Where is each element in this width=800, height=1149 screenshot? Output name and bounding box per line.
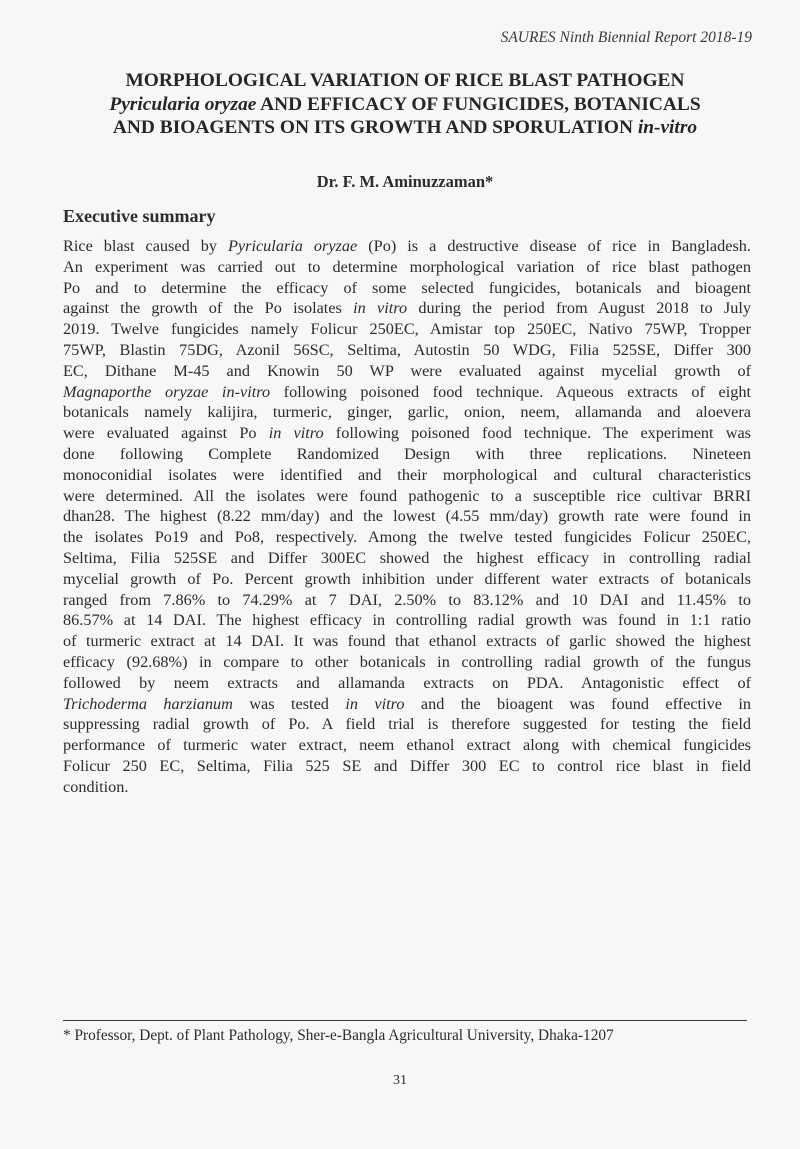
summary-line [63, 236, 751, 257]
title-species-name: Pyricularia oryzae [109, 93, 257, 115]
summary-text: followed by neem extracts and allamanda extracts on PDA. Antagonistic effect of [63, 673, 751, 692]
summary-line [63, 423, 751, 444]
footnote-divider [63, 1020, 747, 1021]
summary-line [63, 465, 751, 486]
title-in-vitro: in-vitro [637, 117, 698, 138]
author-name: Dr. F. M. Aminuzzaman* [316, 172, 494, 191]
summary-text: efficacy (92.68%) in compare to other botanicals in controlling radial growth of the fungus [63, 652, 751, 671]
summary-text: and the bioagent was found effective in [404, 694, 751, 713]
executive-summary-body [63, 236, 751, 798]
summary-line [63, 569, 751, 590]
summary-italic-term: in vitro [345, 694, 405, 713]
summary-line [63, 756, 751, 777]
page-number: 31 [393, 1073, 407, 1088]
summary-italic-term: Pyricularia oryzae [227, 237, 358, 255]
summary-text: An experiment was carried out to determine morphological variation of rice blast pathogen [63, 257, 751, 276]
summary-line [63, 278, 751, 299]
summary-italic-term: in vitro [353, 299, 408, 318]
summary-line [63, 257, 751, 278]
summary-line [63, 361, 751, 382]
summary-line [63, 486, 751, 507]
summary-italic-term: in vitro [268, 424, 324, 443]
summary-text: following poisoned food technique. Aqueous extracts of eight [270, 382, 751, 401]
summary-text: condition. [63, 777, 129, 796]
summary-text: the isolates Po19 and Po8, respectively. Among the twelve tested fungicides Folicur 250EC, [63, 528, 751, 547]
section-heading: Executive summary [63, 206, 216, 226]
summary-line [63, 506, 751, 527]
summary-text: EC, Dithane M-45 and Knowin 50 WP were evaluated against mycelial growth of [63, 361, 751, 380]
summary-line [63, 548, 751, 569]
summary-text: dhan28. The highest (8.22 mm/day) and the lowest (4.55 mm/day) growth rate were found in [63, 507, 751, 526]
summary-line [63, 340, 751, 361]
summary-italic-term: Magnaporthe oryzae in-vitro [63, 382, 271, 401]
summary-text: performance of turmeric water extract, neem ethanol extract along with chemical fungicides [63, 736, 751, 755]
summary-text: following poisoned food technique. The experiment was [323, 424, 752, 443]
running-header: SAURES Ninth Biennial Report 2018-19 [500, 29, 752, 46]
summary-line [63, 714, 751, 735]
summary-line [63, 382, 751, 403]
title-line-2 [50, 93, 760, 117]
summary-line [63, 673, 751, 694]
title-line-2-text: AND EFFICACY OF FUNGICIDES, BOTANICALS [256, 93, 701, 115]
summary-line [63, 527, 751, 548]
summary-line [63, 694, 751, 715]
summary-text: ranged from 7.86% to 74.29% at 7 DAI, 2.50% to 83.12% and 10 DAI and 11.45% to [63, 590, 751, 609]
summary-line [63, 444, 751, 465]
summary-text: mycelial growth of Po. Percent growth inhibition under different water extracts of botanicals [63, 569, 751, 588]
summary-text: botanicals namely kalijira, turmeric, ginger, garlic, onion, neem, allamanda and aloevera [63, 403, 751, 422]
summary-text: Rice blast caused by [63, 237, 228, 255]
summary-text: Seltima, Filia 525SE and Differ 300EC showed the highest efficacy in controlling radial [63, 548, 751, 567]
summary-line [63, 777, 751, 798]
title-line-3 [50, 116, 760, 140]
title-line-1: MORPHOLOGICAL VARIATION OF RICE BLAST PATHOGEN [125, 70, 685, 91]
summary-line [63, 735, 751, 756]
article-title [50, 69, 760, 140]
summary-text: of turmeric extract at 14 DAI. It was found that ethanol extracts of garlic showed the highest [63, 632, 751, 651]
title-line-3-text: AND BIOAGENTS ON ITS GROWTH AND SPORULATION [112, 117, 638, 138]
summary-text: against the growth of the Po isolates [63, 299, 354, 318]
summary-text: were determined. All the isolates were found pathogenic to a susceptible rice cultivar BRRI [63, 486, 751, 505]
summary-line [63, 631, 751, 652]
summary-italic-term: Trichoderma harzianum [63, 694, 233, 713]
summary-text: suppressing radial growth of Po. A field trial is therefore suggested for testing the field [63, 715, 751, 734]
summary-text: 86.57% at 14 DAI. The highest efficacy in controlling radial growth was found in 1:1 ratio [63, 611, 751, 630]
summary-line [63, 590, 751, 611]
summary-text: were evaluated against Po [63, 424, 269, 443]
summary-text: during the period from August 2018 to July [407, 299, 751, 318]
summary-text: done following Complete Randomized Design with three replications. Nineteen [63, 444, 751, 463]
summary-line [63, 652, 751, 673]
summary-text: 2019. Twelve fungicides namely Folicur 250EC, Amistar top 250EC, Nativo 75WP, Tropper [63, 320, 751, 339]
summary-text: Folicur 250 EC, Seltima, Filia 525 SE and Differ 300 EC to control rice blast in field [63, 756, 751, 775]
summary-line [63, 402, 751, 423]
summary-text: Po and to determine the efficacy of some selected fungicides, botanicals and bioagent [63, 278, 751, 297]
summary-text: (Po) is a destructive disease of rice in Bangladesh. [357, 237, 751, 255]
summary-text: monoconidial isolates were identified and their morphological and cultural characteristics [63, 465, 751, 484]
summary-line [63, 319, 751, 340]
summary-text: 75WP, Blastin 75DG, Azonil 56SC, Seltima, Autostin 50 WDG, Filia 525SE, Differ 300 [63, 340, 751, 359]
summary-line [63, 298, 751, 319]
author-affiliation-footnote: * Professor, Dept. of Plant Pathology, Sher-e-Bangla Agricultural University, Dhaka-1207 [63, 1027, 614, 1044]
summary-text: was tested [232, 694, 346, 713]
summary-line [63, 610, 751, 631]
